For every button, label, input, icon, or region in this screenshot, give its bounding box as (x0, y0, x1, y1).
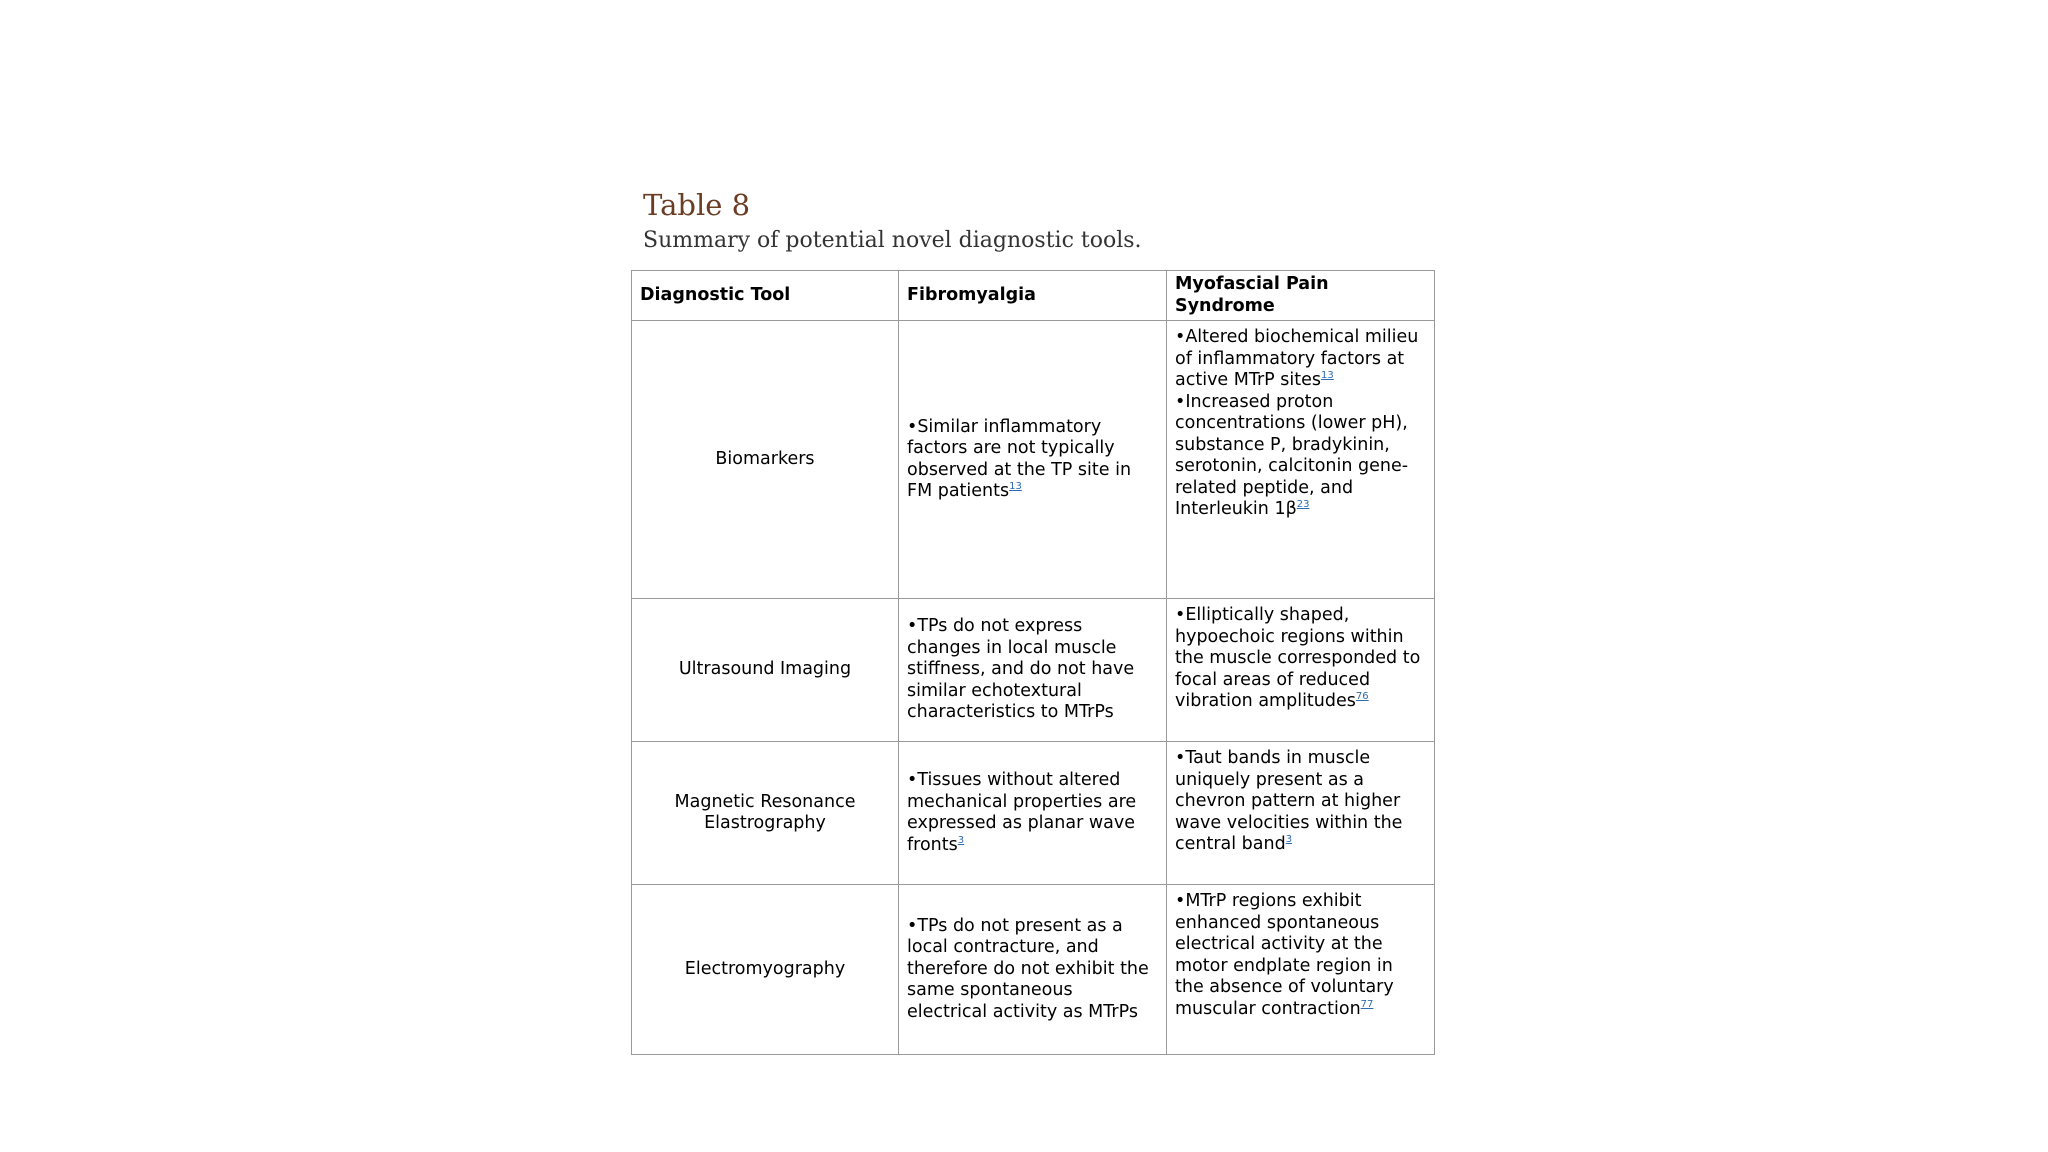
fm-text: •Similar inflammatory factors are not typically observed at the TP site in FM patients (907, 416, 1132, 501)
fm-cell (899, 885, 1167, 1055)
tool-cell: Electromyography (632, 885, 899, 1055)
table-label: Table 8 (643, 188, 751, 222)
diagnostic-tools-table (631, 270, 1435, 1055)
tool-cell: Biomarkers (632, 321, 899, 599)
table-row (632, 321, 1435, 599)
fm-text: •Tissues without altered mechanical properties are expressed as planar wave fronts (907, 770, 1137, 855)
mps-text: •Increased proton concentrations (lower pH), substance P, bradykinin, serotonin, calcitonin gene-related peptide, and Interleukin 1β (1175, 391, 1409, 519)
reference-link[interactable]: 3 (957, 834, 965, 846)
fm-cell (899, 599, 1167, 742)
table-header-row (632, 271, 1435, 321)
header-fibromyalgia: Fibromyalgia (899, 271, 1167, 321)
mps-cell (1167, 885, 1435, 1055)
header-diagnostic-tool: Diagnostic Tool (632, 271, 899, 321)
fm-text: •TPs do not express changes in local muscle stiffness, and do not have similar echotextural characteristics to MTrPs (907, 616, 1135, 723)
tool-cell: Magnetic Resonance Elastrography (632, 742, 899, 885)
table-row (632, 742, 1435, 885)
reference-link[interactable]: 13 (1009, 481, 1022, 493)
header-myofascial-pain-syndrome: Myofascial Pain Syndrome (1167, 271, 1435, 321)
mps-text: •Taut bands in muscle uniquely present as a chevron pattern at higher wave velocities within the central band (1175, 748, 1403, 854)
reference-link[interactable]: 23 (1296, 499, 1310, 511)
mps-text: •MTrP regions exhibit enhanced spontaneous electrical activity at the motor endplate region in the absence of voluntary muscular contraction (1175, 891, 1394, 1019)
tool-cell: Ultrasound Imaging (632, 599, 899, 742)
mps-cell (1167, 742, 1435, 885)
mps-text: •Elliptically shaped, hypoechoic regions within the muscle corresponded to focal areas of reduced vibration amplitudes (1175, 605, 1421, 711)
mps-cell (1167, 599, 1435, 742)
mps-text: •Altered biochemical milieu of inflammatory factors at active MTrP sites (1175, 327, 1419, 390)
fm-text: •TPs do not present as a local contracture, and therefore do not exhibit the same spontaneous electrical activity as MTrPs (907, 915, 1149, 1022)
reference-link[interactable]: 3 (1285, 834, 1293, 846)
table-caption (643, 186, 1443, 256)
table-title: Summary of potential novel diagnostic tools. (643, 228, 1142, 253)
table-row (632, 599, 1435, 742)
mps-item (1175, 392, 1426, 521)
mps-item (1175, 605, 1426, 713)
fm-cell (899, 742, 1167, 885)
mps-item (1175, 327, 1426, 392)
reference-link[interactable]: 76 (1355, 691, 1369, 703)
mps-item (1175, 891, 1426, 1020)
reference-link[interactable]: 77 (1360, 998, 1374, 1010)
reference-link[interactable]: 13 (1321, 370, 1334, 382)
mps-cell (1167, 321, 1435, 599)
mps-item (1175, 748, 1426, 856)
fm-cell (899, 321, 1167, 599)
table-row (632, 885, 1435, 1055)
